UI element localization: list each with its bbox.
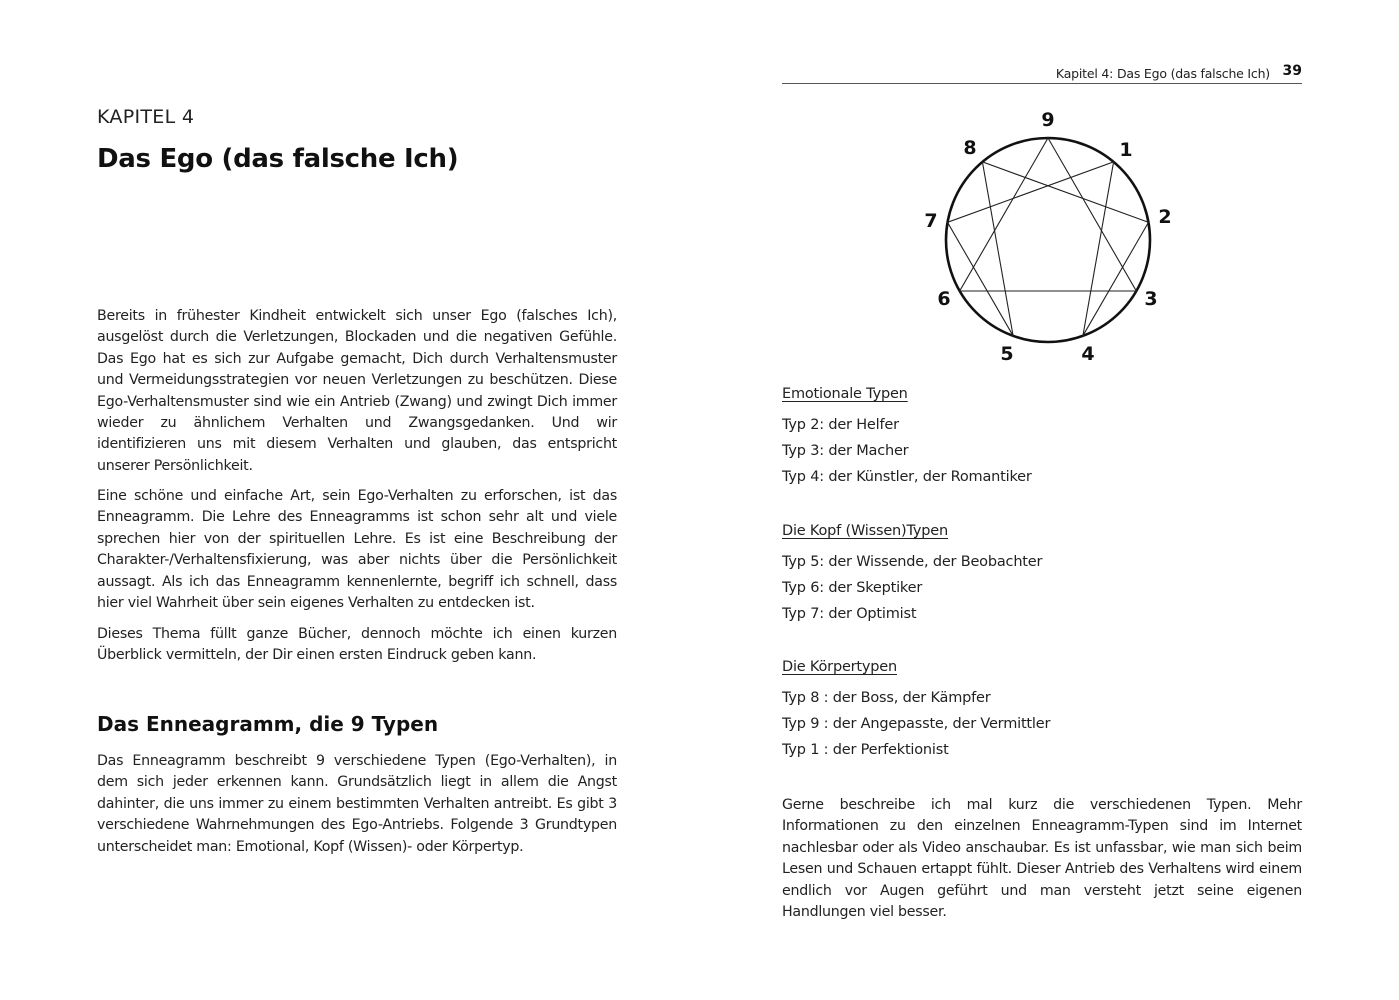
type-item: Typ 2: der Helfer: [782, 417, 899, 433]
group-heading: Emotionale Typen: [782, 386, 908, 402]
page-number: 39: [1282, 63, 1302, 79]
enneagram-triangle: [960, 138, 1137, 291]
section-title: Das Enneagramm, die 9 Typen: [97, 712, 439, 736]
enneagram-label-3: 3: [1144, 288, 1158, 310]
enneagram-label-7: 7: [924, 210, 938, 232]
type-list: [782, 412, 1222, 490]
type-group-head: [782, 523, 1222, 627]
enneagram-circle: [946, 138, 1150, 342]
section-paragraph: Das Enneagramm beschreibt 9 verschiedene Typen (Ego-Verhalten), in dem sich jeder erkennen kann. Grundsätzlich liegt in allem die Angst dahinter, die uns immer zu einem bestimmten Verhalten antreibt. Es gibt 3 verschiedene Wahrnehmungen des Ego-Antriebs. Folgende 3 Grundtypen unterscheidet man: Emotional, Kopf (Wissen)- oder Körpertyp.: [97, 753, 617, 855]
type-group-body: [782, 659, 1222, 763]
type-item: Typ 9 : der Angepasste, der Vermittler: [782, 716, 1051, 732]
type-item: Typ 3: der Macher: [782, 443, 909, 459]
chapter-label: KAPITEL 4: [97, 106, 195, 128]
group-heading: Die Kopf (Wissen)Typen: [782, 523, 948, 539]
chapter-title: Das Ego (das falsche Ich): [97, 144, 459, 174]
type-list: [782, 685, 1222, 763]
running-header: [782, 62, 1302, 84]
right-page: [700, 0, 1399, 1000]
type-list: [782, 549, 1222, 627]
closing-paragraph: Gerne beschreibe ich mal kurz die verschiedenen Typen. Mehr Informationen zu den einzelnen Enneagramm-Typen sind im Internet nachlesbar oder als Video anschaubar. Es ist unfassbar, wie man sich beim Lesen und Schauen ertappt fühlt. Dieser Antrieb des Verhaltens wird einem endlich vor Augen geführt und man versteht jetzt seine eigenen Handlungen viel besser.: [782, 797, 1302, 921]
type-item: Typ 5: der Wissende, der Beobachter: [782, 554, 1043, 570]
type-item: Typ 4: der Künstler, der Romantiker: [782, 469, 1032, 485]
group-heading: Die Körpertypen: [782, 659, 898, 675]
type-item: Typ 8 : der Boss, der Kämpfer: [782, 690, 991, 706]
type-item: Typ 1 : der Perfektionist: [782, 742, 949, 758]
enneagram-label-9: 9: [1041, 109, 1055, 131]
enneagram-label-4: 4: [1081, 343, 1095, 365]
enneagram-diagram: [908, 100, 1188, 380]
enneagram-label-6: 6: [937, 288, 951, 310]
running-title: Kapitel 4: Das Ego (das falsche Ich): [1055, 66, 1270, 81]
enneagram-hexad: [948, 162, 1149, 336]
type-item: Typ 6: der Skeptiker: [782, 580, 923, 596]
intro-paragraph: Bereits in frühester Kindheit entwickelt sich unser Ego (falsches Ich), ausgelöst durch die Verletzungen, Blockaden und die negativen Gefühle. Das Ego hat es sich zur Aufgabe gemacht, Dich durch Verhaltensmuster und Vermeidungsstrategien vor neuen Verletzungen zu beschützen. Diese Ego-Verhaltensmuster sind wie ein Antrieb (Zwang) und zwingt Dich immer wieder zu ähnlichem Verhalten und Zwangsgedanken. Und wir identifizieren uns mit diesem Verhalten und glauben, das entspricht unserer Persönlichkeit.: [97, 308, 617, 474]
enneagram-label-5: 5: [1000, 343, 1014, 365]
enneagram-label-1: 1: [1119, 139, 1133, 161]
enneagram-label-8: 8: [963, 137, 977, 159]
type-group-emotional: [782, 386, 1222, 490]
type-item: Typ 7: der Optimist: [782, 606, 917, 622]
overview-paragraph: Dieses Thema füllt ganze Bücher, dennoch möchte ich einen kurzen Überblick vermitteln, der Dir einen ersten Eindruck geben kann.: [97, 626, 617, 664]
enneagram-label-2: 2: [1158, 206, 1172, 228]
enneagram-paragraph: Eine schöne und einfache Art, sein Ego-Verhalten zu erforschen, ist das Enneagramm. Die Lehre des Enneagramms ist schon sehr alt und viele sprechen hier von der spirituellen Lehre. Es ist eine Beschreibung der Charakter-/Verhaltensfixierung, was aber nichts über die Persönlichkeit aussagt. Als ich das Enneagramm kennenlernte, begriff ich schnell, dass hier viel Wahrheit über sein eigenes Verhalten zu entdecken ist.: [97, 488, 617, 612]
